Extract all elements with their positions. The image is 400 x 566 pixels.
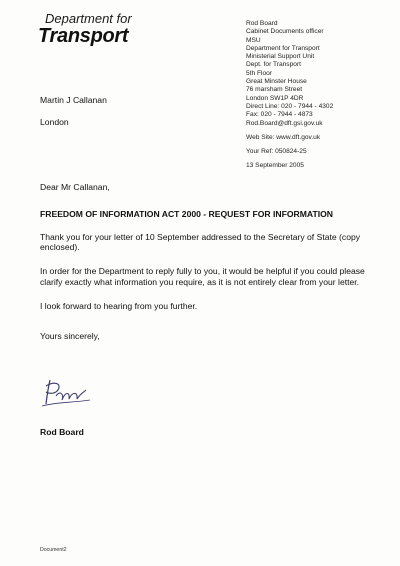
sender-line: MSU	[246, 36, 261, 44]
paragraph: Thank you for your letter of 10 September addressed to the Secretary of State (copy enclosed).	[40, 231, 361, 253]
signer-name: Rod Board	[40, 427, 84, 437]
sender-line: Fax: 020 - 7944 - 4873	[246, 111, 313, 119]
sender-line: London SW1P 4DR	[246, 94, 304, 102]
subject-heading: FREEDOM OF INFORMATION ACT 2000 - REQUEST FOR INFORMATION	[40, 208, 333, 219]
paragraph: In order for the Department to reply fully to you, it would be helpful if you could please clarify exactly what information you require, as it is not entirely clear from your letter.	[40, 266, 365, 287]
sender-line: 5th Floor	[246, 69, 273, 77]
letter-date: 13 September 2005	[246, 162, 304, 170]
recipient-city: London	[40, 117, 69, 127]
sender-email: Rod.Board@dft.gsi.gov.uk	[246, 119, 323, 127]
paragraph: I look forward to hearing from you further.	[40, 300, 198, 311]
sender-line: Department for Transport	[246, 44, 320, 52]
sender-line: Dept. for Transport	[246, 61, 301, 69]
salutation: Dear Mr Callanan,	[40, 182, 110, 192]
closing: Yours sincerely,	[40, 330, 100, 341]
sender-line: Rod Board	[246, 20, 278, 27]
sender-line: 76 marsham Street	[246, 86, 303, 94]
signature-image	[40, 372, 95, 414]
sender-line: Cabinet Documents officer	[246, 28, 324, 36]
document-reference: Document2	[40, 547, 67, 553]
sender-address-block	[246, 20, 396, 171]
recipient-address	[40, 95, 107, 127]
sender-line: Ministerial Support Unit	[246, 53, 315, 61]
sender-line: Great Minster House	[246, 78, 307, 86]
letter-body	[40, 182, 375, 341]
sender-website: Web Site: www.dft.gov.uk	[246, 133, 321, 141]
dft-logo	[38, 12, 188, 46]
sender-line: Direct Line: 020 - 7944 - 4302	[246, 102, 334, 110]
your-reference: Your Ref: 050824-25	[246, 148, 307, 156]
logo-department-text: Department for	[45, 11, 132, 26]
recipient-name: Martin J Callanan	[40, 95, 107, 105]
logo-transport-text: Transport	[38, 25, 129, 47]
